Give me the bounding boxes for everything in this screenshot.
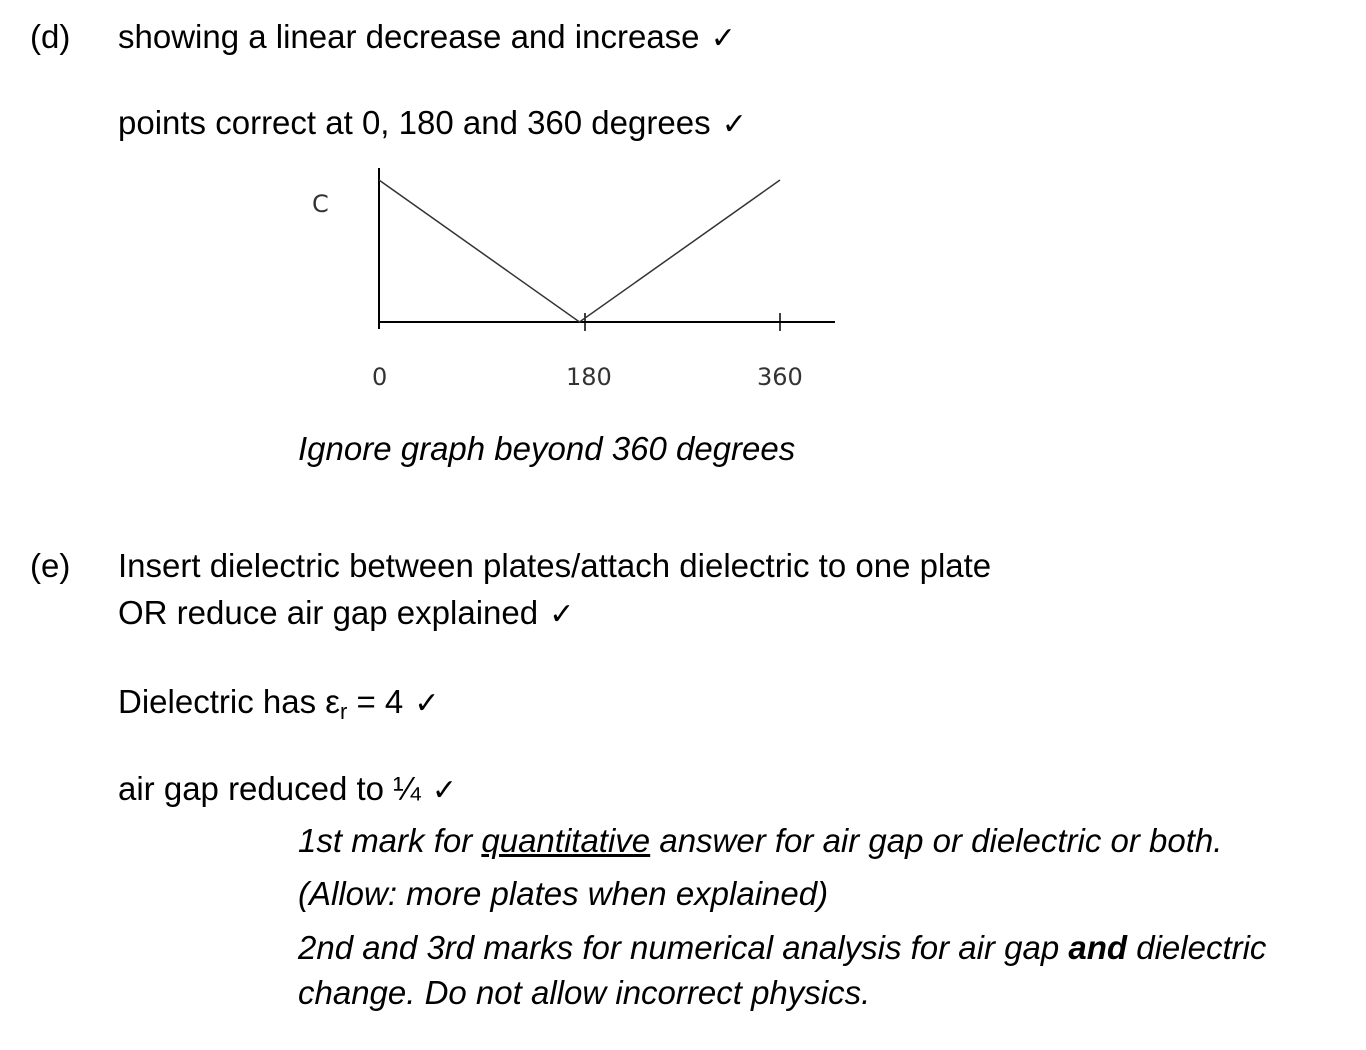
part-d-line-2-text: points correct at 0, 180 and 360 degrees bbox=[118, 104, 711, 141]
epsilon-subscript: r bbox=[339, 699, 348, 724]
part-d-label: (d) bbox=[30, 18, 71, 55]
part-e-line-1: Insert dielectric between plates/attach dielectric to one plate bbox=[118, 547, 992, 584]
capacitance-graph bbox=[0, 0, 1366, 480]
note-1-suffix: answer for air gap or dielectric or both. bbox=[650, 822, 1223, 859]
x-tick-label-0: 0 bbox=[372, 363, 388, 391]
note-3-prefix: 2nd and 3rd marks for numerical analysis for air gap bbox=[298, 929, 1069, 966]
air-gap-line bbox=[118, 769, 457, 811]
note-3-bold: and bbox=[1068, 929, 1128, 966]
capacitance-line bbox=[379, 180, 780, 322]
part-e-label: (e) bbox=[30, 547, 71, 584]
dielectric-line bbox=[118, 682, 440, 724]
x-tick-label-360: 360 bbox=[757, 363, 803, 391]
note-1-underlined: quantitative bbox=[481, 822, 651, 859]
marking-note-4: change. Do not allow incorrect physics. bbox=[298, 974, 871, 1011]
checkmark-icon: ✓ bbox=[431, 773, 458, 808]
note-3-suffix: dielectric bbox=[1127, 929, 1267, 966]
marking-note-2: (Allow: more plates when explained) bbox=[298, 875, 829, 912]
part-d-line-1-text: showing a linear decrease and increase bbox=[118, 18, 700, 55]
part-e-line-2-text: OR reduce air gap explained bbox=[118, 594, 539, 631]
checkmark-icon: ✓ bbox=[549, 597, 575, 632]
marking-note-1 bbox=[298, 821, 1222, 861]
air-gap-text: air gap reduced to ¼ bbox=[118, 770, 421, 807]
checkmark-icon: ✓ bbox=[721, 107, 747, 142]
x-tick-label-180: 180 bbox=[566, 363, 612, 391]
dielectric-suffix: = 4 bbox=[347, 683, 404, 720]
epsilon-symbol: ε bbox=[325, 683, 340, 720]
y-axis-label: C bbox=[312, 190, 329, 218]
part-d-note: Ignore graph beyond 360 degrees bbox=[298, 430, 796, 467]
note-1-prefix: 1st mark for bbox=[298, 822, 482, 859]
marking-note-3 bbox=[298, 928, 1266, 968]
dielectric-prefix: Dielectric has bbox=[118, 683, 326, 720]
checkmark-icon: ✓ bbox=[710, 21, 736, 56]
part-e-line-2 bbox=[118, 593, 574, 635]
checkmark-icon: ✓ bbox=[414, 686, 440, 721]
